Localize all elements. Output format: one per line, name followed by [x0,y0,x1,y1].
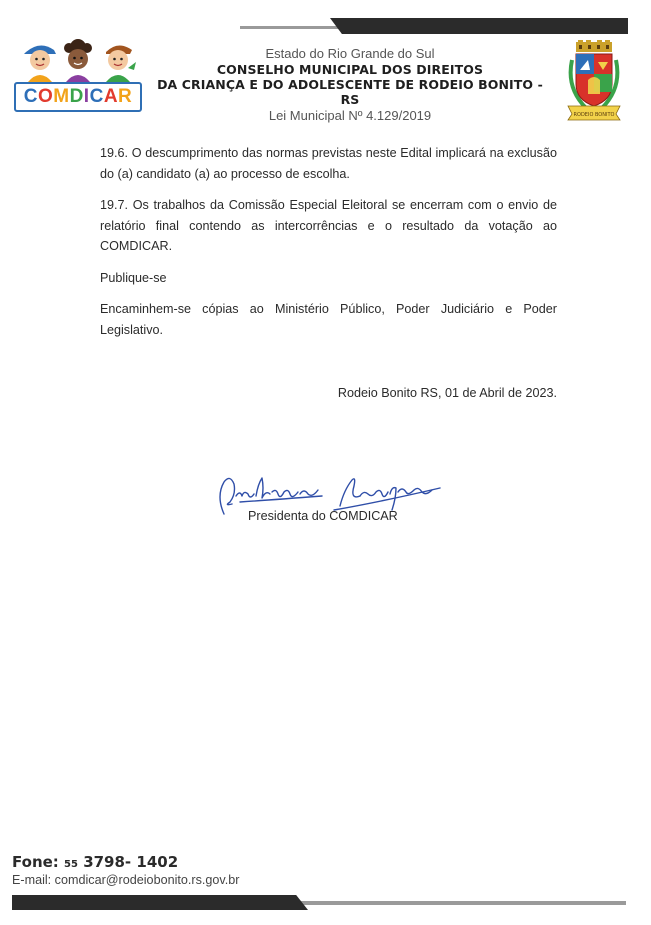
council-name-line2: DA CRIANÇA E DO ADOLESCENTE DE RODEIO BONITO - RS [157,77,543,107]
header-decorative-bar [330,18,628,34]
publish-notice: Publique-se [100,270,167,285]
logo-letter: C [23,86,38,107]
logo-letter: O [37,86,54,107]
signatory-role: Presidenta do COMDICAR [248,509,398,523]
municipal-coat-of-arms-icon [566,40,622,122]
header-thin-decorative-bar [240,26,340,29]
phone-number: 3798- 1402 [83,853,179,871]
footer-email: E-mail: comdicar@rodeiobonito.rs.gov.br [12,873,240,887]
footer-phone [12,853,178,871]
logo-letter: M [53,86,70,107]
comdicar-logo [14,38,142,114]
municipal-law: Lei Municipal Nº 4.129/2019 [268,108,432,123]
logo-letter: A [103,86,119,107]
logo-letter: I [83,86,90,107]
document-body [100,143,557,351]
council-name-line1: CONSELHO MUNICIPAL DOS DIREITOS [216,62,484,77]
footer-decorative-bar [12,895,308,910]
state-name: Estado do Rio Grande do Sul [265,46,435,61]
logo-letter: R [118,86,133,107]
children-faces-icon [20,38,138,82]
logo-letter: D [69,86,84,107]
phone-area-code: 55 [64,859,78,870]
footer-thin-decorative-bar [300,901,626,905]
paragraph-19-6: 19.6. O descumprimento das normas previstas neste Edital implicará na exclusão do (a) candidato (a) ao processo de escolha. [100,146,557,181]
forwarding-notice: Encaminhem-se cópias ao Ministério Público, Poder Judiciário e Poder Legislativo. [100,302,557,337]
paragraph-19-7: 19.7. Os trabalhos da Comissão Especial Eleitoral se encerram com o envio de relatório final contendo as intercorrências e o resultado da votação ao COMDICAR. [100,198,557,253]
logo-letter: C [89,86,104,107]
letterhead [150,46,550,124]
phone-label: Fone: [12,853,59,871]
comdicar-wordmark [14,82,142,112]
place-and-date: Rodeio Bonito RS, 01 de Abril de 2023. [337,386,557,400]
coat-banner-text: RODEIO BONITO [573,112,615,118]
